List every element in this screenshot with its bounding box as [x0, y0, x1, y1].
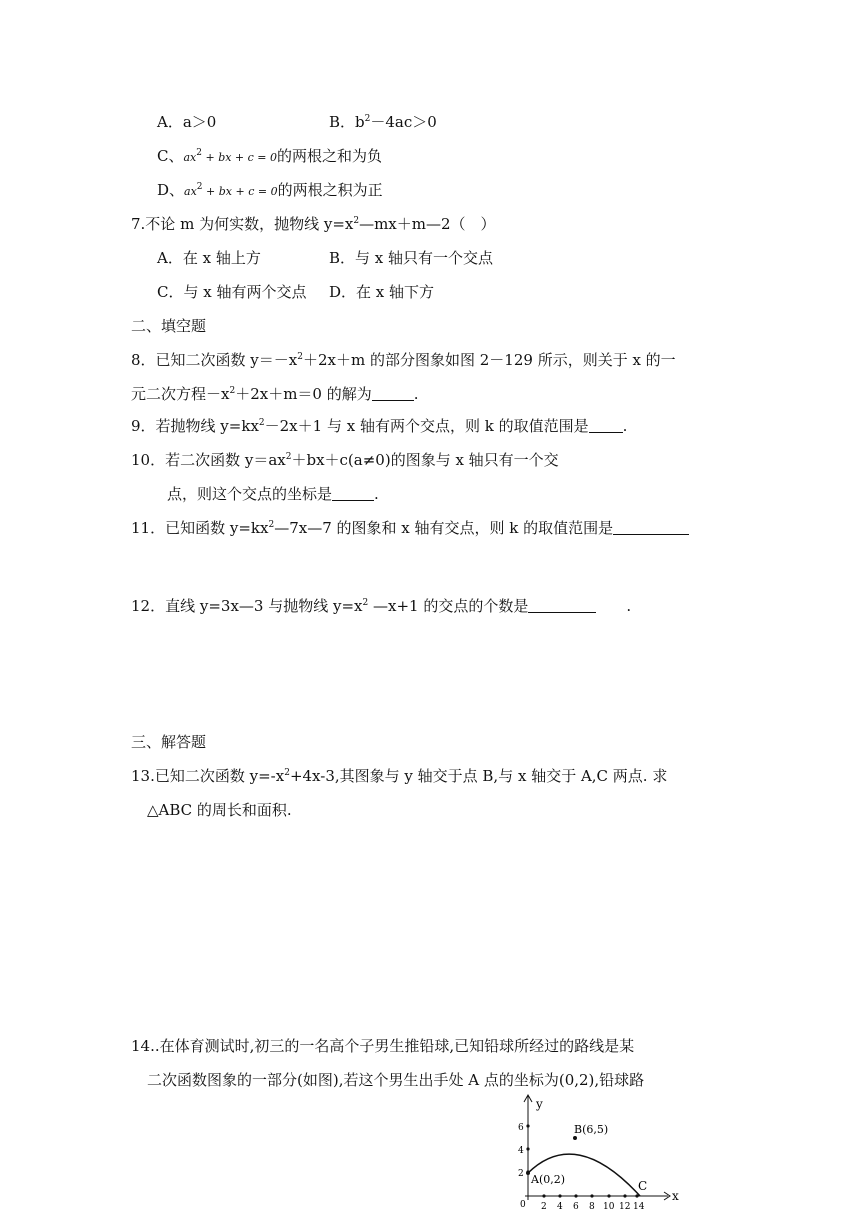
y-tick-label: 6 [518, 1123, 524, 1133]
answer-blank[interactable] [613, 520, 689, 535]
q13-line-2: △ABC 的周长和面积. [147, 801, 292, 819]
y-axis-label: y [536, 1097, 543, 1111]
q13-line-1: 13.已知二次函数 $y=-x^2+4x-3$,其图象与 y 轴交于点 B,与 x 轴交于 A,C 两点. 求 [131, 767, 668, 785]
q6-option-b: B．$b^2-4ac>0$ [329, 113, 437, 131]
q7-stem: 7.不论 m 为何实数，抛物线 $y=x^2—mx+m—2$（ ） [131, 215, 496, 233]
q6-option-d: D、$ax^2$ + bx + c = 0的两根之积为正 [157, 181, 383, 199]
y-tick-label: 4 [518, 1146, 524, 1156]
point-a-label: A(0,2) [531, 1173, 566, 1186]
q8-line-1: 8．已知二次函数 $y=-x^2+2x+m$ 的部分图象如图 2－129 所示，则关于 x 的一 [131, 351, 676, 369]
section-solve: 三、解答题 [131, 733, 207, 751]
q12-stem: 12．直线 y=3x—3 与抛物线 $y=x^2$ —x+1 的交点的个数是 . [131, 597, 632, 615]
x-tick-dot [558, 1194, 561, 1197]
q14-line-1: 14..在体育测试时,初三的一名高个子男生推铅球,已知铅球所经过的路线是某 [131, 1037, 635, 1055]
q6-option-c: C、$ax^2$ + bx + c = 0的两根之和为负 [157, 147, 383, 165]
q7-option-b: B．与 x 轴只有一个交点 [329, 249, 494, 267]
answer-blank[interactable] [528, 598, 596, 613]
x-tick-label: 12 [619, 1202, 631, 1212]
q11-stem: 11．已知函数 $y=kx^2—7x—7$ 的图象和 x 轴有交点，则 k 的取值范围是 [131, 518, 689, 538]
section-fill-in: 二、填空题 [131, 317, 207, 335]
x-tick-dot [542, 1194, 545, 1197]
trajectory-figure [508, 1092, 694, 1216]
x-tick-label: 10 [603, 1202, 615, 1212]
q7-option-a: A．在 x 轴上方 [157, 249, 261, 267]
y-tick-dot [526, 1124, 529, 1127]
point-b-label: B(6,5) [574, 1123, 609, 1136]
point-a-marker [526, 1171, 530, 1175]
q10-line-2: 点，则这个交点的坐标是 . [167, 485, 379, 503]
x-tick-label: 14 [633, 1202, 645, 1212]
point-c-label: C [638, 1179, 648, 1193]
x-tick-label: 6 [573, 1202, 579, 1212]
y-tick-label: 2 [518, 1169, 524, 1179]
q10-line-1: 10．若二次函数 $y=ax^2+bx+c(a\ne 0)$的图象与 x 轴只有一个交 [131, 451, 559, 469]
q6-option-a: A．a＞0 [157, 113, 217, 131]
q9-stem: 9．若抛物线 $y=kx^2-2x+1$ 与 x 轴有两个交点，则 k 的取值范围是 . [131, 417, 628, 435]
x-tick-dot [574, 1194, 577, 1197]
q7-option-d: D．在 x 轴下方 [329, 283, 435, 301]
answer-blank[interactable] [332, 486, 374, 501]
x-tick-dot [623, 1194, 626, 1197]
x-tick-dot [607, 1194, 610, 1197]
origin-label: 0 [520, 1200, 526, 1210]
x-tick-label: 8 [589, 1202, 595, 1212]
point-b-marker [573, 1136, 577, 1140]
answer-blank[interactable] [372, 386, 414, 401]
y-tick-dot [526, 1147, 529, 1150]
q8-line-2: 元二次方程$-x^2+2x+m=0$ 的解为 . [131, 385, 419, 403]
answer-blank[interactable] [589, 418, 623, 433]
q7-option-c: C．与 x 轴有两个交点 [157, 283, 307, 301]
q14-line-2: 二次函数图象的一部分(如图),若这个男生出手处 A 点的坐标为(0,2),铅球路 [147, 1071, 645, 1089]
x-tick-label: 2 [541, 1202, 547, 1212]
x-tick-dot [590, 1194, 593, 1197]
x-axis-label: x [672, 1189, 679, 1203]
x-tick-label: 4 [557, 1202, 563, 1212]
